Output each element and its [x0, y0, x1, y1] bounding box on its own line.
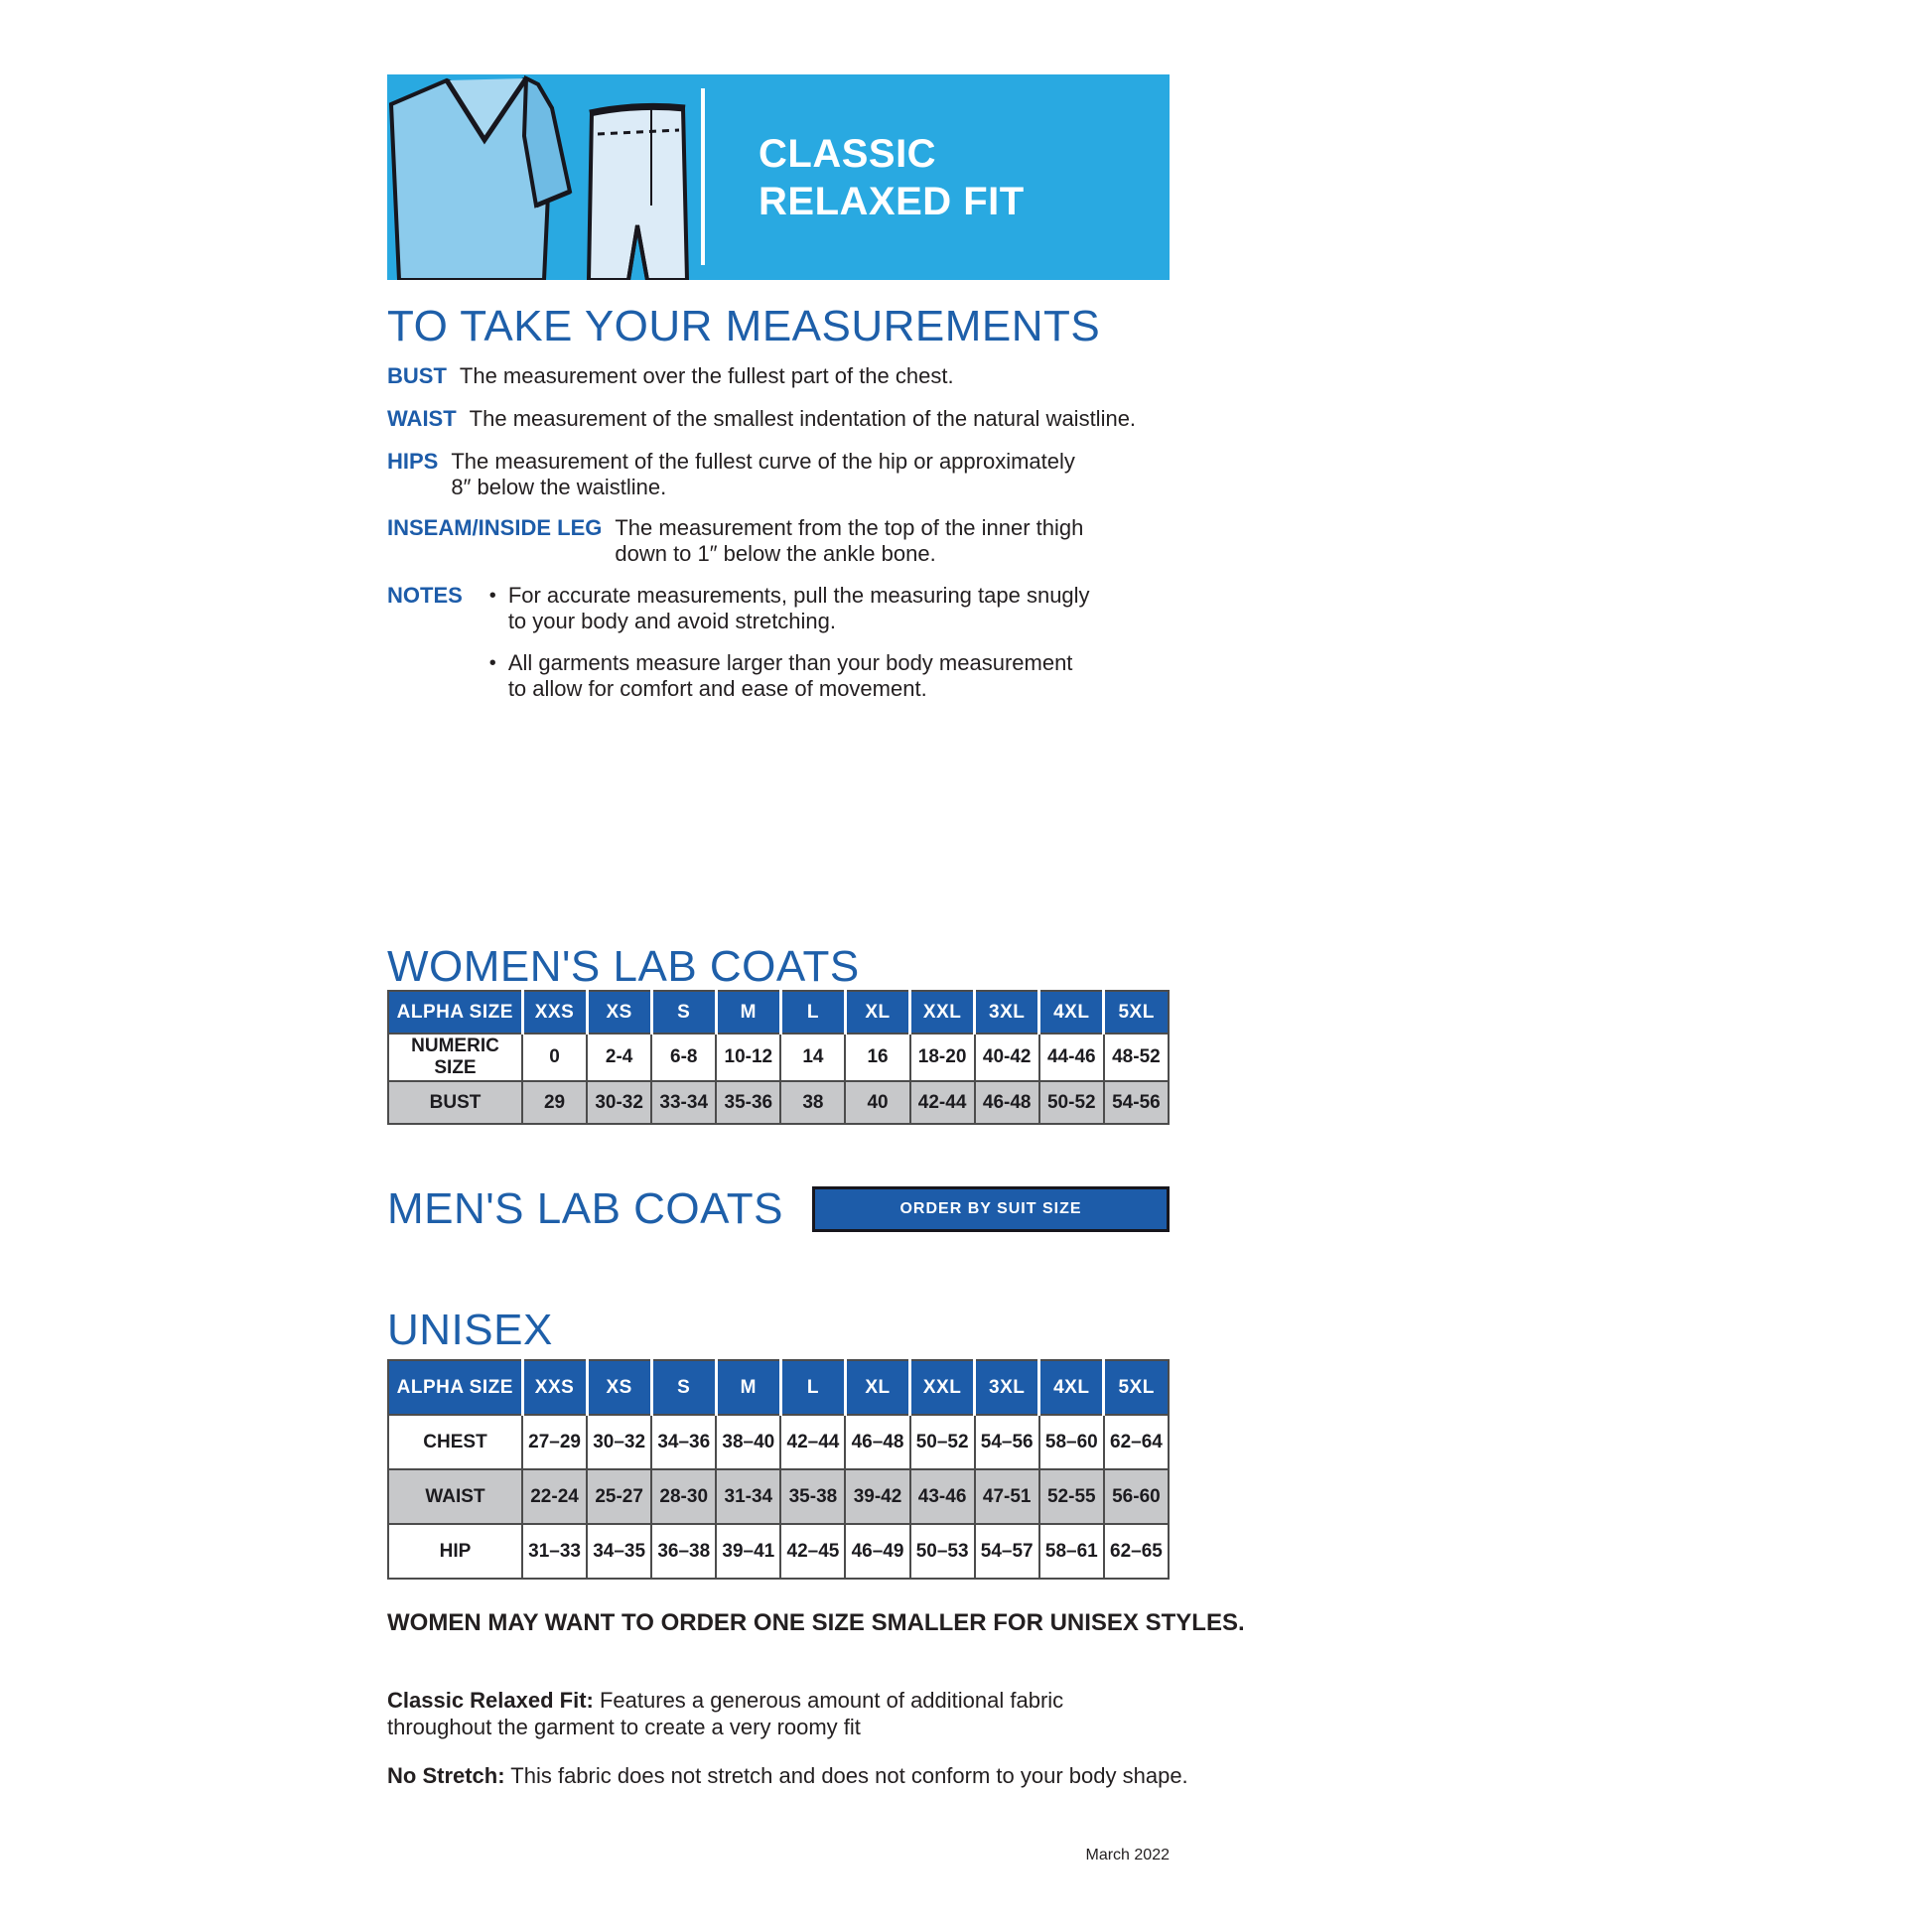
chest-row [388, 1415, 1169, 1469]
row-label: BUST [388, 1081, 522, 1124]
column-header: XXS [522, 991, 587, 1034]
size-cell: 31–33 [522, 1524, 587, 1579]
column-header: S [651, 1360, 716, 1415]
banner-title [759, 130, 1025, 225]
fit-text: Features a generous amount of additional fabric throughout the garment to create a very roomy fit [387, 1688, 1064, 1739]
def-hips-text-line1: The measurement of the fullest curve of the hip or approximately [451, 449, 1075, 474]
unisex-header-row [388, 1360, 1169, 1415]
row-label: HIP [388, 1524, 522, 1579]
def-inseam-text-line2: down to 1″ below the ankle bone. [615, 541, 936, 566]
def-hips-label: HIPS [387, 449, 439, 474]
column-header: XXL [910, 991, 975, 1034]
womens-header-row [388, 991, 1169, 1034]
order-by-suit-size-button[interactable]: ORDER BY SUIT SIZE [812, 1186, 1170, 1232]
size-cell: 35-38 [780, 1469, 845, 1524]
size-cell: 27–29 [522, 1415, 587, 1469]
column-header: XL [845, 1360, 909, 1415]
def-inseam-text-line1: The measurement from the top of the inner thigh [615, 515, 1084, 540]
column-header: L [780, 1360, 845, 1415]
column-header: ALPHA SIZE [388, 991, 522, 1034]
size-cell: 46–49 [845, 1524, 909, 1579]
size-cell: 50-52 [1039, 1081, 1104, 1124]
column-header: 5XL [1104, 991, 1169, 1034]
note-2-line1: All garments measure larger than your body measurement [507, 650, 1073, 675]
stretch-text: This fabric does not stretch and does not conform to your body shape. [504, 1763, 1188, 1788]
row-label: NUMERIC SIZE [388, 1034, 522, 1081]
note-1-line2: to your body and avoid stretching. [507, 609, 837, 633]
size-cell: 48-52 [1104, 1034, 1169, 1081]
size-cell: 0 [522, 1034, 587, 1081]
size-cell: 52-55 [1039, 1469, 1104, 1524]
size-cell: 44-46 [1039, 1034, 1104, 1081]
size-cell: 38–40 [716, 1415, 780, 1469]
size-cell: 54–56 [975, 1415, 1039, 1469]
size-cell: 29 [522, 1081, 587, 1124]
row-label: CHEST [388, 1415, 522, 1469]
column-header: S [651, 991, 716, 1034]
def-waist-label: WAIST [387, 406, 457, 431]
def-bust [387, 363, 1170, 389]
size-cell: 46–48 [845, 1415, 909, 1469]
measurement-definitions [387, 363, 1170, 702]
size-cell: 38 [780, 1081, 845, 1124]
womens-size-table [387, 990, 1170, 1125]
column-header: 5XL [1104, 1360, 1169, 1415]
def-hips-text-line2: 8″ below the waistline. [451, 475, 667, 499]
size-cell: 40-42 [975, 1034, 1039, 1081]
column-header: 4XL [1039, 1360, 1104, 1415]
size-cell: 22-24 [522, 1469, 587, 1524]
def-inseam-label: INSEAM/INSIDE LEG [387, 515, 603, 540]
size-cell: 34–36 [651, 1415, 716, 1469]
unisex-heading: UNISEX [387, 1306, 553, 1354]
size-cell: 43-46 [910, 1469, 975, 1524]
size-cell: 56-60 [1104, 1469, 1169, 1524]
size-cell: 42–45 [780, 1524, 845, 1579]
column-header: L [780, 991, 845, 1034]
size-cell: 42–44 [780, 1415, 845, 1469]
size-cell: 62–65 [1104, 1524, 1169, 1579]
scrubs-illustration-icon [387, 74, 705, 280]
size-cell: 46-48 [975, 1081, 1039, 1124]
column-header: 4XL [1039, 991, 1104, 1034]
def-hips [387, 449, 1170, 500]
mens-section [387, 1186, 1170, 1232]
unisex-size-table [387, 1359, 1170, 1580]
size-cell: 25-27 [587, 1469, 651, 1524]
size-cell: 58–60 [1039, 1415, 1104, 1469]
note-bullet-1 [476, 583, 1090, 634]
size-cell: 28-30 [651, 1469, 716, 1524]
size-chart-document [387, 0, 1245, 1864]
unisex-sizing-note: WOMEN MAY WANT TO ORDER ONE SIZE SMALLER FOR UNISEX STYLES. [387, 1609, 1245, 1636]
column-header: XXS [522, 1360, 587, 1415]
hip-row [388, 1524, 1169, 1579]
size-cell: 30-32 [587, 1081, 651, 1124]
size-cell: 33-34 [651, 1081, 716, 1124]
mens-heading: MEN'S LAB COATS [387, 1184, 783, 1233]
bust-row [388, 1081, 1169, 1124]
def-notes-label: NOTES [387, 583, 463, 608]
numeric-size-row [388, 1034, 1169, 1081]
note-2-line2: to allow for comfort and ease of movement. [507, 676, 927, 701]
size-cell: 58–61 [1039, 1524, 1104, 1579]
header-banner [387, 74, 1170, 280]
bullet-icon: • [488, 652, 496, 674]
size-cell: 40 [845, 1081, 909, 1124]
def-waist-text: The measurement of the smallest indentation of the natural waistline. [469, 406, 1137, 431]
size-cell: 34–35 [587, 1524, 651, 1579]
column-header: XXL [910, 1360, 975, 1415]
bullet-icon: • [488, 585, 496, 607]
note-bullet-2 [476, 650, 1090, 702]
classic-relaxed-fit-description [387, 1687, 1074, 1740]
size-cell: 18-20 [910, 1034, 975, 1081]
column-header: M [716, 991, 780, 1034]
row-label: WAIST [388, 1469, 522, 1524]
size-cell: 39-42 [845, 1469, 909, 1524]
size-cell: 39–41 [716, 1524, 780, 1579]
def-waist [387, 406, 1170, 432]
waist-row [388, 1469, 1169, 1524]
size-cell: 42-44 [910, 1081, 975, 1124]
no-stretch-description [387, 1762, 1188, 1789]
size-cell: 54–57 [975, 1524, 1039, 1579]
document-date: March 2022 [1085, 1847, 1170, 1863]
banner-title-line1: CLASSIC [759, 132, 937, 176]
womens-heading: WOMEN'S LAB COATS [387, 942, 860, 991]
column-header: 3XL [975, 1360, 1039, 1415]
stretch-label: No Stretch: [387, 1763, 505, 1788]
size-cell: 6-8 [651, 1034, 716, 1081]
column-header: XS [587, 991, 651, 1034]
size-cell: 54-56 [1104, 1081, 1169, 1124]
banner-title-line2: RELAXED FIT [759, 180, 1025, 223]
measurements-heading: TO TAKE YOUR MEASUREMENTS [387, 302, 1101, 350]
size-cell: 31-34 [716, 1469, 780, 1524]
column-header: M [716, 1360, 780, 1415]
size-cell: 50–53 [910, 1524, 975, 1579]
def-notes [387, 583, 1170, 702]
column-header: XL [845, 991, 909, 1034]
def-bust-label: BUST [387, 363, 447, 388]
size-cell: 16 [845, 1034, 909, 1081]
note-1-line1: For accurate measurements, pull the measuring tape snugly [507, 583, 1090, 608]
size-cell: 10-12 [716, 1034, 780, 1081]
size-cell: 35-36 [716, 1081, 780, 1124]
size-cell: 30–32 [587, 1415, 651, 1469]
size-cell: 62–64 [1104, 1415, 1169, 1469]
size-cell: 50–52 [910, 1415, 975, 1469]
def-bust-text: The measurement over the fullest part of the chest. [459, 363, 954, 388]
column-header: ALPHA SIZE [388, 1360, 522, 1415]
def-inseam [387, 515, 1170, 567]
size-cell: 14 [780, 1034, 845, 1081]
banner-divider [701, 88, 705, 265]
column-header: 3XL [975, 991, 1039, 1034]
column-header: XS [587, 1360, 651, 1415]
size-cell: 36–38 [651, 1524, 716, 1579]
size-cell: 2-4 [587, 1034, 651, 1081]
size-cell: 47-51 [975, 1469, 1039, 1524]
fit-label: Classic Relaxed Fit: [387, 1688, 594, 1713]
